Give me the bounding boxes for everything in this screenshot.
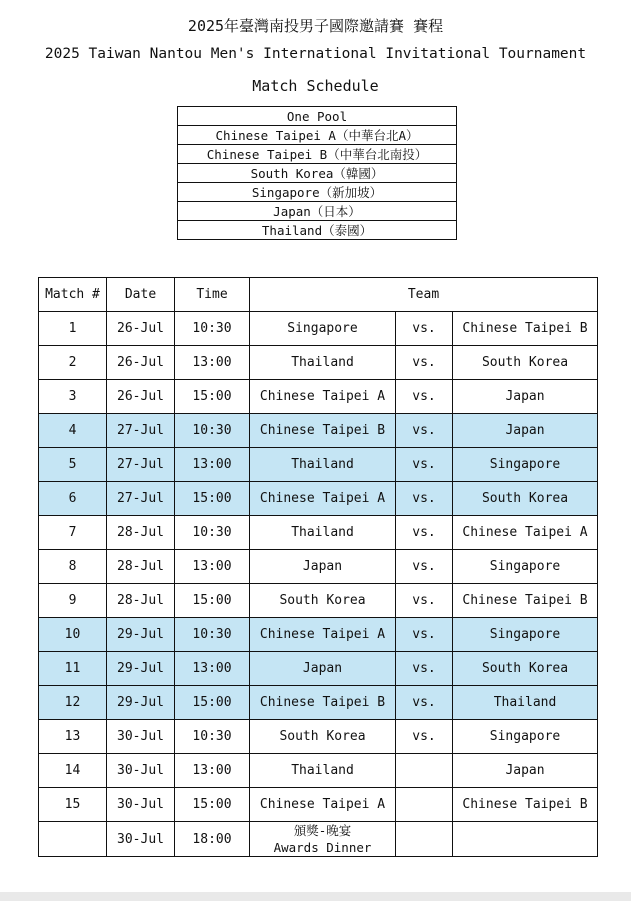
time-cell: 13:00: [175, 346, 250, 380]
schedule-body: [39, 312, 598, 857]
time-cell: 10:30: [175, 618, 250, 652]
vs-cell: vs.: [396, 380, 453, 414]
home-team-cell: Singapore: [250, 312, 396, 346]
title-chinese: 2025年臺灣南投男子國際邀請賽 賽程: [187, 17, 444, 35]
vs-cell: vs.: [396, 414, 453, 448]
date-cell: 27-Jul: [107, 482, 175, 516]
vs-cell: vs.: [396, 550, 453, 584]
date-cell: 29-Jul: [107, 652, 175, 686]
match-number-cell: 1: [39, 312, 107, 346]
home-team-cell: Chinese Taipei A: [250, 788, 396, 822]
date-cell: 27-Jul: [107, 414, 175, 448]
time-cell: 15:00: [175, 686, 250, 720]
vs-cell: vs.: [396, 482, 453, 516]
vs-cell: vs.: [396, 618, 453, 652]
home-team-cell: Thailand: [250, 346, 396, 380]
pool-team: South Korea（韓國）: [178, 164, 457, 183]
time-cell: 15:00: [175, 380, 250, 414]
time-cell: 15:00: [175, 584, 250, 618]
home-team-cell: Thailand: [250, 516, 396, 550]
match-row: [39, 380, 598, 414]
home-team-cell: Chinese Taipei B: [250, 414, 396, 448]
match-number-cell: 7: [39, 516, 107, 550]
away-team-cell: Japan: [453, 380, 598, 414]
vs-cell: vs.: [396, 312, 453, 346]
away-team-cell: Thailand: [453, 686, 598, 720]
match-number-cell: 14: [39, 754, 107, 788]
match-number-cell: 4: [39, 414, 107, 448]
match-row: [39, 516, 598, 550]
away-team-cell: Singapore: [453, 720, 598, 754]
match-number-cell: 13: [39, 720, 107, 754]
pool-table: [177, 106, 457, 240]
date-cell: 30-Jul: [107, 788, 175, 822]
date-cell: 27-Jul: [107, 448, 175, 482]
header-team: Team: [250, 278, 598, 312]
away-team-cell: Chinese Taipei A: [453, 516, 598, 550]
match-row: [39, 720, 598, 754]
pool-team: Thailand（泰國）: [178, 221, 457, 240]
home-team-cell: Thailand: [250, 754, 396, 788]
match-number-cell: 9: [39, 584, 107, 618]
match-row: [39, 652, 598, 686]
time-cell: 18:00: [175, 822, 250, 857]
match-number-cell: 8: [39, 550, 107, 584]
vs-cell: [396, 788, 453, 822]
vs-cell: [396, 822, 453, 857]
header-match: Match #: [39, 278, 107, 312]
match-row: [39, 550, 598, 584]
away-team-cell: Singapore: [453, 550, 598, 584]
match-row: [39, 788, 598, 822]
header-date: Date: [107, 278, 175, 312]
date-cell: 30-Jul: [107, 822, 175, 857]
away-team-cell: South Korea: [453, 482, 598, 516]
date-cell: 30-Jul: [107, 720, 175, 754]
match-row: [39, 584, 598, 618]
schedule-table: [38, 277, 598, 857]
date-cell: 26-Jul: [107, 346, 175, 380]
match-number-cell: 11: [39, 652, 107, 686]
match-number-cell: [39, 822, 107, 857]
away-team-cell: Chinese Taipei B: [453, 312, 598, 346]
match-row: [39, 312, 598, 346]
home-team-cell: South Korea: [250, 720, 396, 754]
away-team-cell: Japan: [453, 754, 598, 788]
home-team-cell: Chinese Taipei B: [250, 686, 396, 720]
match-number-cell: 2: [39, 346, 107, 380]
away-team-cell: Japan: [453, 414, 598, 448]
match-number-cell: 6: [39, 482, 107, 516]
date-cell: 28-Jul: [107, 584, 175, 618]
home-team-cell: Chinese Taipei A: [250, 482, 396, 516]
date-cell: 28-Jul: [107, 516, 175, 550]
awards-dinner-row: [39, 822, 598, 857]
match-row: [39, 618, 598, 652]
schedule-header-row: [39, 278, 598, 312]
vs-cell: vs.: [396, 686, 453, 720]
awards-dinner-label-en: Awards Dinner: [273, 840, 372, 855]
match-number-cell: 5: [39, 448, 107, 482]
home-team-cell: Japan: [250, 550, 396, 584]
pool-team: Chinese Taipei B（中華台北南投）: [178, 145, 457, 164]
away-team-cell: Chinese Taipei B: [453, 584, 598, 618]
vs-cell: vs.: [396, 516, 453, 550]
date-cell: 26-Jul: [107, 380, 175, 414]
match-row: [39, 414, 598, 448]
awards-dinner-cell: [250, 822, 396, 857]
home-team-cell: Japan: [250, 652, 396, 686]
pool-team: Japan（日本）: [178, 202, 457, 221]
away-team-cell: Singapore: [453, 618, 598, 652]
match-number-cell: 3: [39, 380, 107, 414]
time-cell: 10:30: [175, 516, 250, 550]
match-row: [39, 448, 598, 482]
time-cell: 15:00: [175, 482, 250, 516]
pool-title: One Pool: [178, 107, 457, 126]
vs-cell: vs.: [396, 720, 453, 754]
away-team-cell: Singapore: [453, 448, 598, 482]
awards-dinner-label-zh: 頒獎-晚宴: [293, 823, 352, 838]
home-team-cell: Chinese Taipei A: [250, 618, 396, 652]
away-team-cell: [453, 822, 598, 857]
vs-cell: vs.: [396, 584, 453, 618]
away-team-cell: South Korea: [453, 652, 598, 686]
vs-cell: [396, 754, 453, 788]
away-team-cell: Chinese Taipei B: [453, 788, 598, 822]
match-row: [39, 754, 598, 788]
home-team-cell: South Korea: [250, 584, 396, 618]
match-number-cell: 15: [39, 788, 107, 822]
time-cell: 13:00: [175, 754, 250, 788]
date-cell: 28-Jul: [107, 550, 175, 584]
header-time: Time: [175, 278, 250, 312]
time-cell: 10:30: [175, 312, 250, 346]
pool-team: Singapore（新加坡）: [178, 183, 457, 202]
away-team-cell: South Korea: [453, 346, 598, 380]
home-team-cell: Chinese Taipei A: [250, 380, 396, 414]
date-cell: 29-Jul: [107, 686, 175, 720]
time-cell: 10:30: [175, 720, 250, 754]
date-cell: 26-Jul: [107, 312, 175, 346]
time-cell: 10:30: [175, 414, 250, 448]
time-cell: 13:00: [175, 550, 250, 584]
vs-cell: vs.: [396, 448, 453, 482]
bottom-edge: [0, 892, 631, 901]
date-cell: 29-Jul: [107, 618, 175, 652]
match-row: [39, 686, 598, 720]
home-team-cell: Thailand: [250, 448, 396, 482]
match-number-cell: 10: [39, 618, 107, 652]
time-cell: 13:00: [175, 448, 250, 482]
vs-cell: vs.: [396, 346, 453, 380]
match-number-cell: 12: [39, 686, 107, 720]
date-cell: 30-Jul: [107, 754, 175, 788]
time-cell: 13:00: [175, 652, 250, 686]
title-english: 2025 Taiwan Nantou Men's International Invitational Tournament: [44, 46, 587, 62]
pool-team: Chinese Taipei A（中華台北A）: [178, 126, 457, 145]
vs-cell: vs.: [396, 652, 453, 686]
match-row: [39, 482, 598, 516]
time-cell: 15:00: [175, 788, 250, 822]
subtitle: Match Schedule: [252, 77, 379, 95]
match-row: [39, 346, 598, 380]
